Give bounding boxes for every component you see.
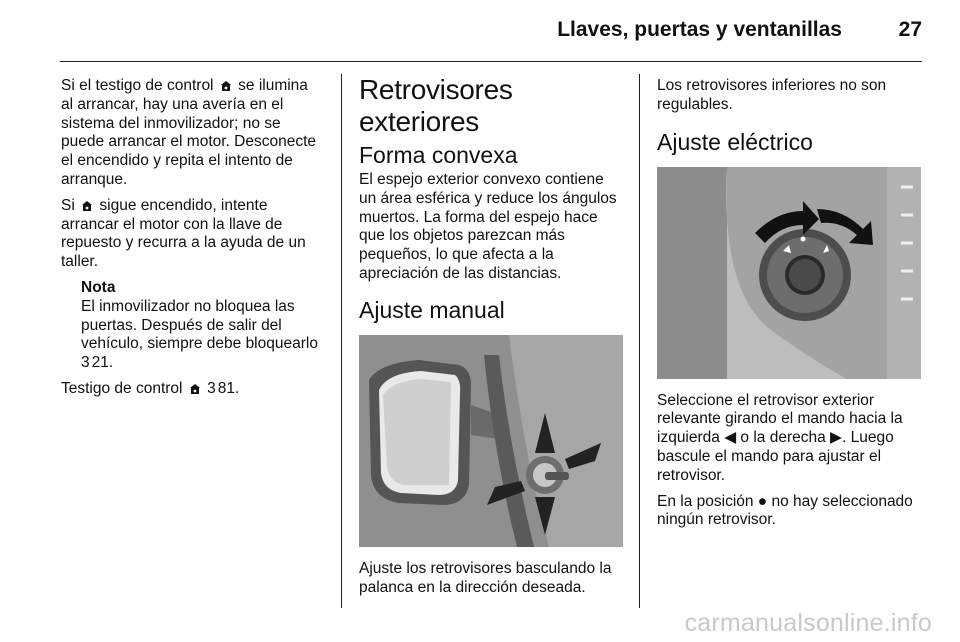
paragraph-manual-adjust: Ajuste los retrovisores basculando la palanca en la dirección deseada.	[359, 559, 612, 596]
subsection-heading-electric: Ajuste eléctrico	[657, 128, 813, 155]
mirror-switch-photo	[657, 167, 921, 379]
paragraph-immobilizer-warning: Si el testigo de control se ilumina al arrancar, hay una avería en el sistema del inmovilizador; no se puede arrancar el motor. Desconecte el encendido y repita el intento de arranque.	[61, 77, 317, 188]
left-column	[61, 77, 324, 406]
subsection-heading: Forma convexa	[359, 142, 518, 168]
page-reference-arrow-icon: 3	[207, 379, 216, 397]
watermark: carmanualsonline.info	[684, 609, 932, 637]
immobilizer-warning-icon	[220, 80, 232, 91]
subsection-heading-manual: Ajuste manual	[359, 296, 505, 323]
right-column	[657, 77, 922, 537]
page-header	[0, 0, 960, 62]
note-title: Nota	[81, 278, 116, 296]
paragraph-select-mirror: Seleccione el retrovisor exterior relevante girando el mando hacia la izquierda ◀ o la derecha ▶. Luego bascule el mando para ajustar el retrovisor.	[657, 391, 903, 484]
paragraph-lower-mirrors: Los retrovisores inferiores no son regulables.	[657, 77, 887, 113]
note-text: El inmovilizador no bloquea las puertas. Después de salir del vehículo, siempre debe bloquearlo 3 21.	[81, 297, 318, 372]
middle-column	[359, 74, 624, 604]
paragraph-convex-mirror: El espejo exterior convexo contiene un área esférica y reduce los ángulos muertos. La forma del espejo hace que los objetos parezcan más pequeños, lo que afecta a la apreciación de las distancias.	[359, 171, 617, 282]
manual-mirror-adjust-illustration	[359, 335, 623, 547]
note-block	[81, 279, 324, 373]
column-divider	[341, 74, 342, 608]
immobilizer-warning-icon	[81, 200, 93, 211]
header-title: Llaves, puertas y ventanillas	[557, 18, 842, 41]
page-reference[interactable]: 21.	[91, 354, 114, 372]
page-number: 27	[898, 18, 922, 41]
paragraph-spare-key: Si sigue encendido, intente arrancar el motor con la llave de repuesto y recurra a la ayuda de un taller.	[61, 196, 306, 271]
electric-mirror-switch-illustration	[657, 167, 921, 379]
header-rule	[60, 61, 922, 62]
column-divider	[639, 74, 640, 608]
paragraph-control-light: Testigo de control 3 81.	[61, 379, 240, 397]
section-heading: Retrovisores exteriores	[359, 74, 513, 137]
page-reference[interactable]: 81.	[217, 379, 240, 397]
paragraph-center-position: En la posición ● no hay seleccionado ningún retrovisor.	[657, 492, 913, 529]
mirror-lever-photo	[359, 335, 623, 547]
immobilizer-warning-icon	[189, 383, 201, 394]
page-reference-arrow-icon: 3	[81, 354, 90, 372]
